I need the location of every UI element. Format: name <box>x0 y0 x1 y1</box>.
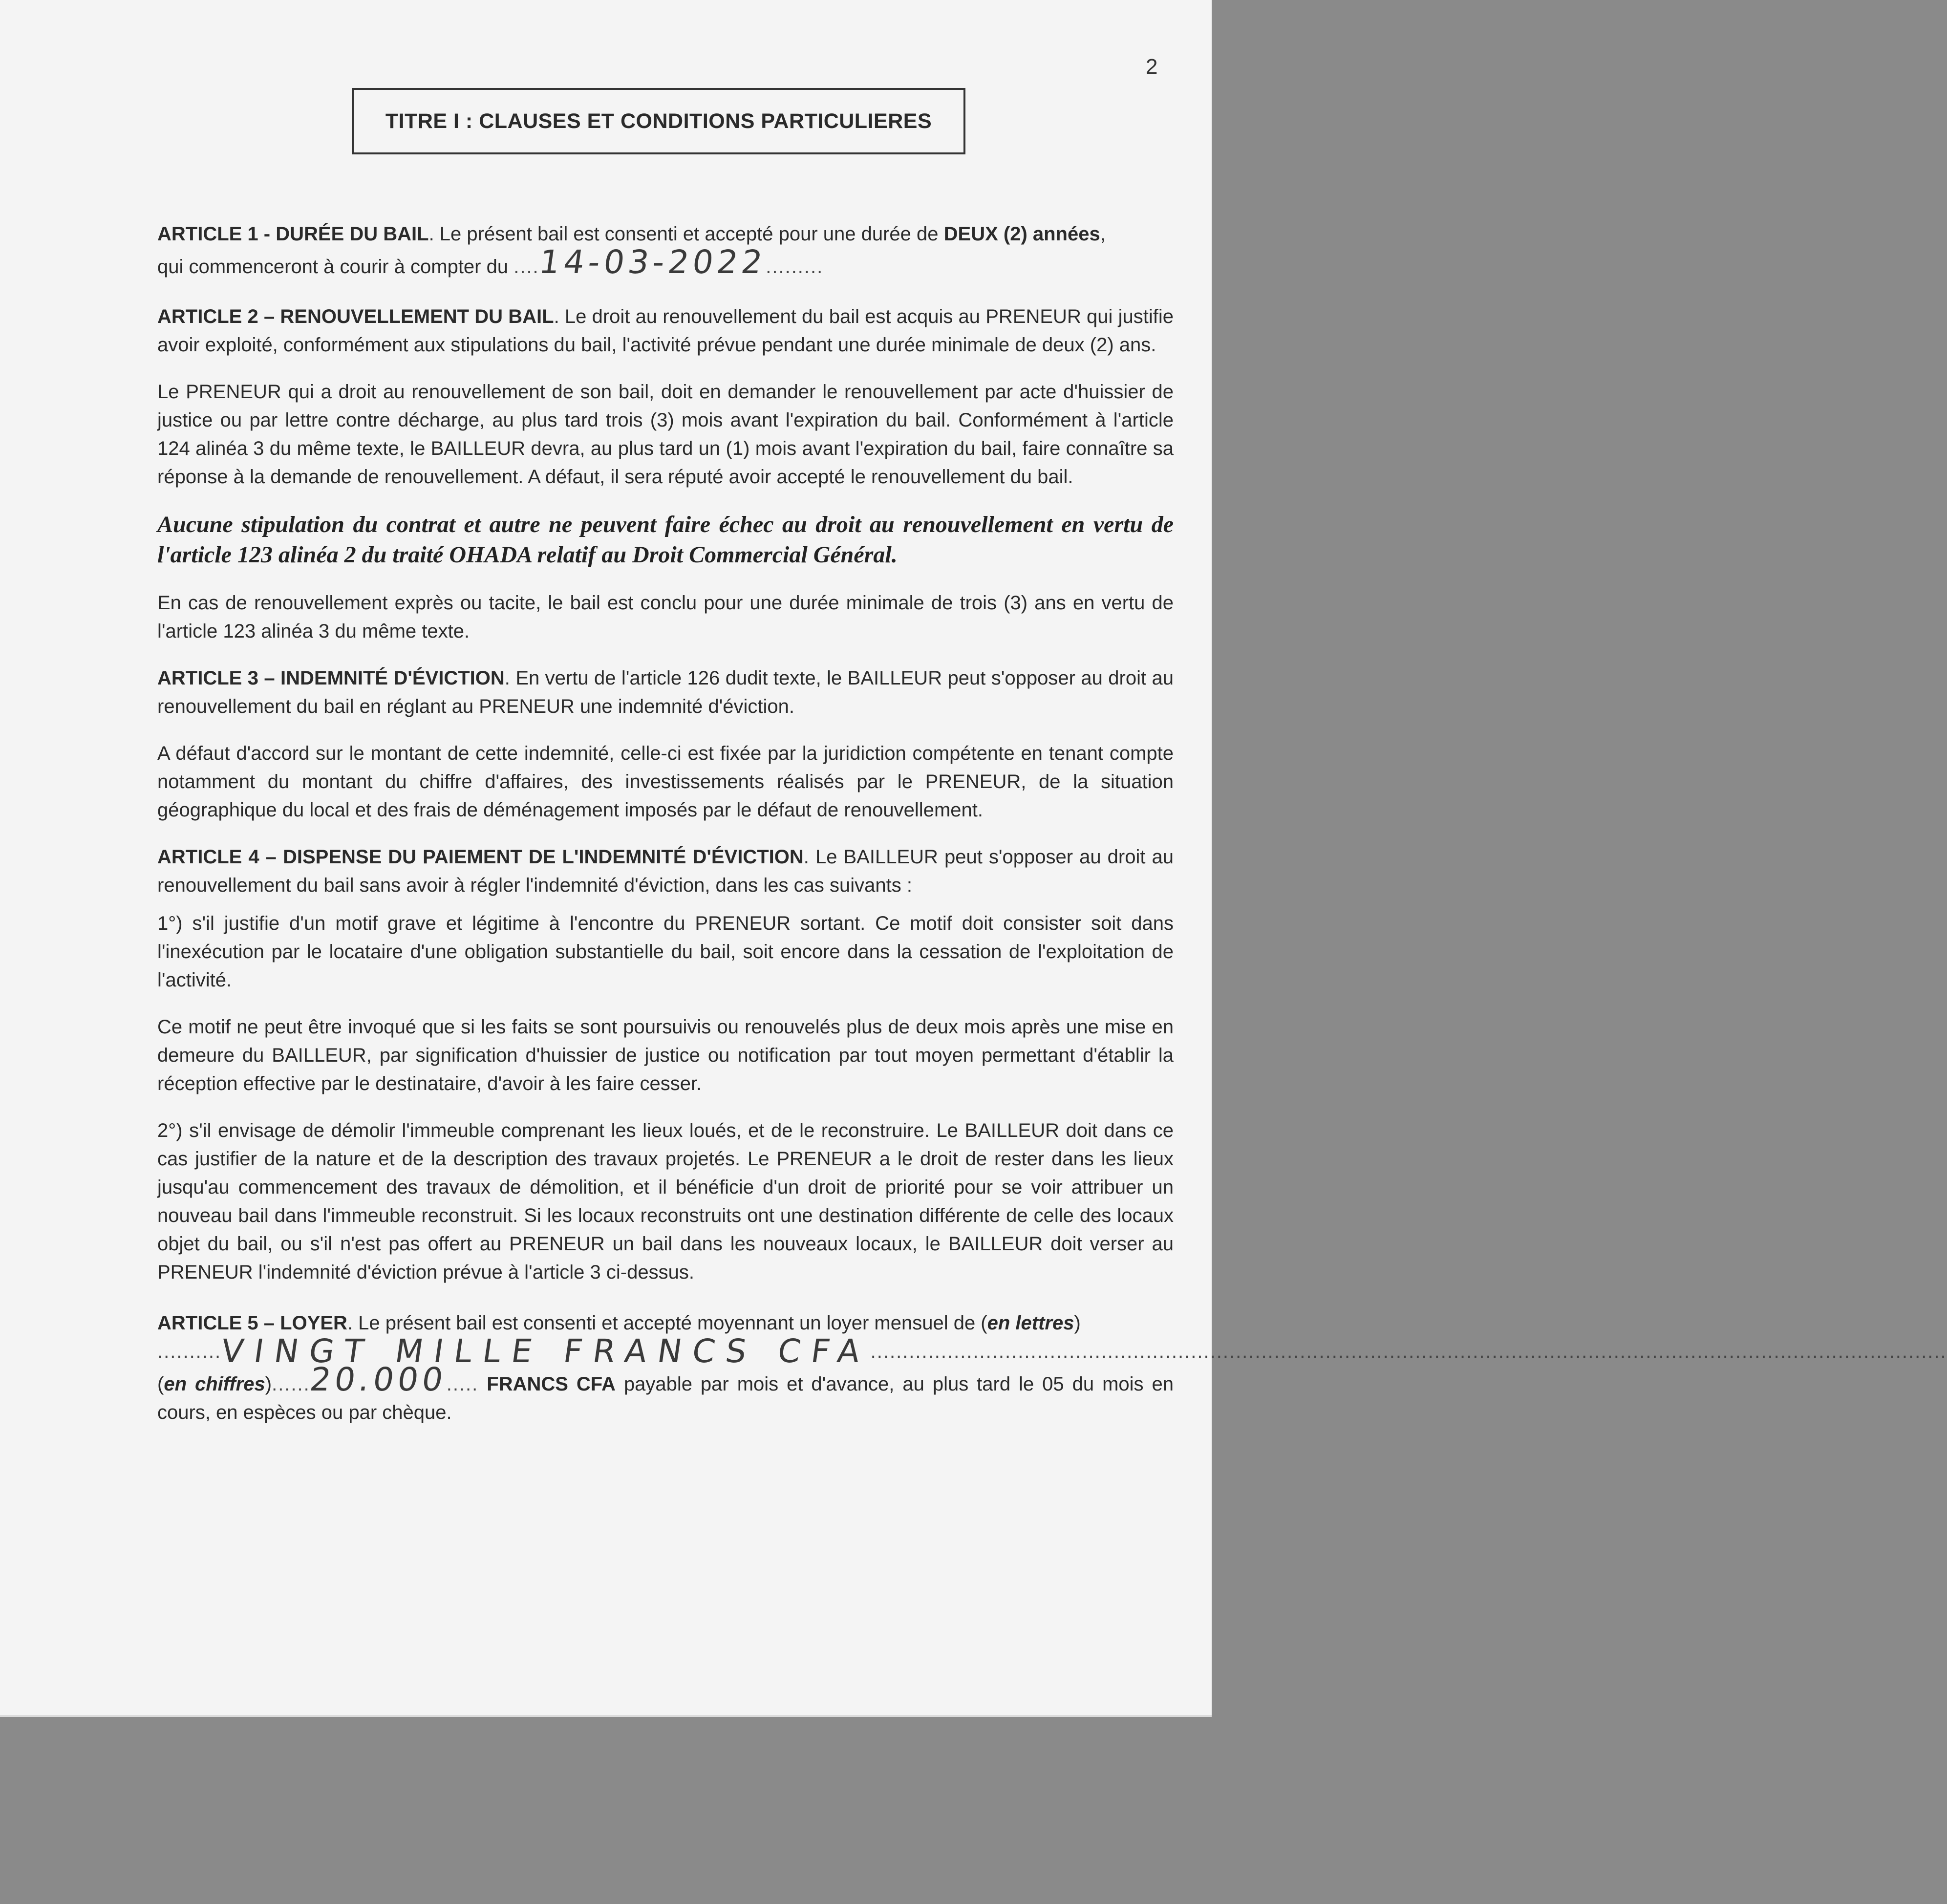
article-1 <box>157 220 1174 281</box>
article-1-text-c: qui commenceront à courir à compter du <box>157 256 514 278</box>
dotted-line: .... <box>513 256 539 278</box>
handwritten-amount-words: VINGT MILLE FRANCS CFA <box>218 1332 874 1370</box>
article-1-text-a: . Le présent bail est consenti et accepté pour une durée de <box>428 223 944 245</box>
article-3 <box>157 664 1174 721</box>
article-2-paragraph-2: Le PRENEUR qui a droit au renouvellement de son bail, doit en demander le renouvellement par acte d'huissier de justice ou par lettre contre décharge, au plus tard trois (3) mois avant l'expiration du bail. Conformément à l'article 124 alinéa 3 du même texte, le BAILLEUR devra, au plus tard un (1) mois avant l'expiration du bail, faire connaître sa réponse à la demande de renouvellement. A défaut, il sera réputé avoir accepté le renouvellement du bail. <box>157 381 1174 488</box>
section-title-box <box>352 88 965 154</box>
article-5: ARTICLE 5 – LOYER. Le présent bail est consenti et accepté moyennant un loyer mensuel de (en lettres) .......... VINGT MILLE FRANCS CFA ........................................................................................................................................................................ (en chiffres)......20.000..... FRANCS CFA payable par mois et d'avance, au plus tard le 05 du mois en cours, en espèces ou par chèque. <box>157 1312 1947 1423</box>
article-4 <box>157 843 1174 899</box>
dotted-line: ........................................................................................................................................................................ <box>870 1341 1947 1362</box>
dotted-line: ..... <box>446 1373 479 1395</box>
article-4-case-1b: Ce motif ne peut être invoqué que si les faits se sont poursuivis ou renouvelés plus de deux mois après une mise en demeure du BAILLEUR, par signification d'huissier de justice ou notification par tout moyen permettant d'établir la réception effective par le destinataire, d'avoir à les faire cesser. <box>157 1016 1174 1094</box>
article-5-en-chiffres: en chiffres <box>164 1373 265 1395</box>
article-5-close-paren: ) <box>1074 1312 1081 1334</box>
handwritten-start-date: 14-03-2022 <box>536 243 769 281</box>
article-1-text-b: , <box>1100 223 1106 245</box>
article-4-case-2: 2°) s'il envisage de démolir l'immeuble comprenant les lieux loués, et de le reconstruire. Le BAILLEUR doit dans ce cas justifier de la nature et de la description des travaux projetés. Le PRENEUR a le droit de rester dans les lieux jusqu'au commencement des travaux de démolition, et il bénéficie d'un droit de priorité pour se voir attribuer un nouveau bail dans l'immeuble reconstruit. Si les locaux reconstruits ont une destination différente de celle des locaux objet du bail, ou s'il n'est pas offert au PRENEUR un bail dans les nouveaux locaux, le BAILLEUR doit verser au PRENEUR l'indemnité d'éviction prévue à l'article 3 ci-dessus. <box>157 1120 1174 1283</box>
dotted-line: .......... <box>157 1341 222 1362</box>
article-3-heading: ARTICLE 3 – INDEMNITÉ D'ÉVICTION <box>157 667 505 689</box>
article-5-currency: FRANCS CFA <box>487 1373 616 1395</box>
handwritten-amount-digits: 20.000 <box>307 1361 449 1398</box>
article-4-text: . Le BAILLEUR peut s'opposer au droit au renouvellement du bail sans avoir à régler l'indemnité d'éviction, dans les cas suivants : <box>157 846 1174 896</box>
article-5-en-lettres: en lettres <box>987 1312 1074 1334</box>
article-2-heading: ARTICLE 2 – RENOUVELLEMENT DU BAIL <box>157 306 554 327</box>
article-4-heading: ARTICLE 4 – DISPENSE DU PAIEMENT DE L'INDEMNITÉ D'ÉVICTION <box>157 846 804 868</box>
article-5-text: . Le présent bail est consenti et accepté moyennant un loyer mensuel de ( <box>347 1312 987 1334</box>
article-3-paragraph-2: A défaut d'accord sur le montant de cette indemnité, celle-ci est fixée par la juridiction compétente en tenant compte notamment du montant du chiffre d'affaires, des investissements réalisés par le PRENEUR, de la situation géographique du local et des frais de déménagement imposés par le défaut de renouvellement. <box>157 743 1174 821</box>
page-number: 2 <box>1146 55 1158 79</box>
section-title: TITRE I : CLAUSES ET CONDITIONS PARTICULIERES <box>385 109 932 133</box>
article-5-heading: ARTICLE 5 – LOYER <box>157 1312 347 1334</box>
amount-words-line <box>157 1332 1947 1370</box>
article-3-text: . En vertu de l'article 126 dudit texte, le BAILLEUR peut s'opposer au droit au renouvellement du bail en réglant au PRENEUR une indemnité d'éviction. <box>157 667 1174 717</box>
dotted-line: ...... <box>272 1373 310 1395</box>
article-2-emphasis: Aucune stipulation du contrat et autre ne peuvent faire échec au droit au renouvellement en vertu de l'article 123 alinéa 2 du traité OHADA relatif au Droit Commercial Général. <box>157 512 1174 568</box>
article-2-paragraph-3: En cas de renouvellement exprès ou tacite, le bail est conclu pour une durée minimale de trois (3) ans en vertu de l'article 123 alinéa 3 du même texte. <box>157 592 1174 642</box>
article-2 <box>157 302 1174 359</box>
article-2-text: . Le droit au renouvellement du bail est acquis au PRENEUR qui justifie avoir exploité, conformément aux stipulations du bail, l'activité prévue pendant une durée minimale de deux (2) ans. <box>157 306 1174 356</box>
article-1-heading: ARTICLE 1 - DURÉE DU BAIL <box>157 223 429 245</box>
document-body <box>157 220 1947 1445</box>
article-1-duration: DEUX (2) années <box>943 223 1100 245</box>
dotted-line: ......... <box>766 256 824 278</box>
article-5-text-after: payable par mois et d'avance, au plus tard le 05 du mois en cours, en espèces ou par chèque. <box>157 1373 1174 1423</box>
article-4-case-1: 1°) s'il justifie d'un motif grave et légitime à l'encontre du PRENEUR sortant. Ce motif doit consister soit dans l'inexécution par le locataire d'une obligation substantielle du bail, soit encore dans la cessation de l'exploitation de l'activité. <box>157 913 1174 991</box>
